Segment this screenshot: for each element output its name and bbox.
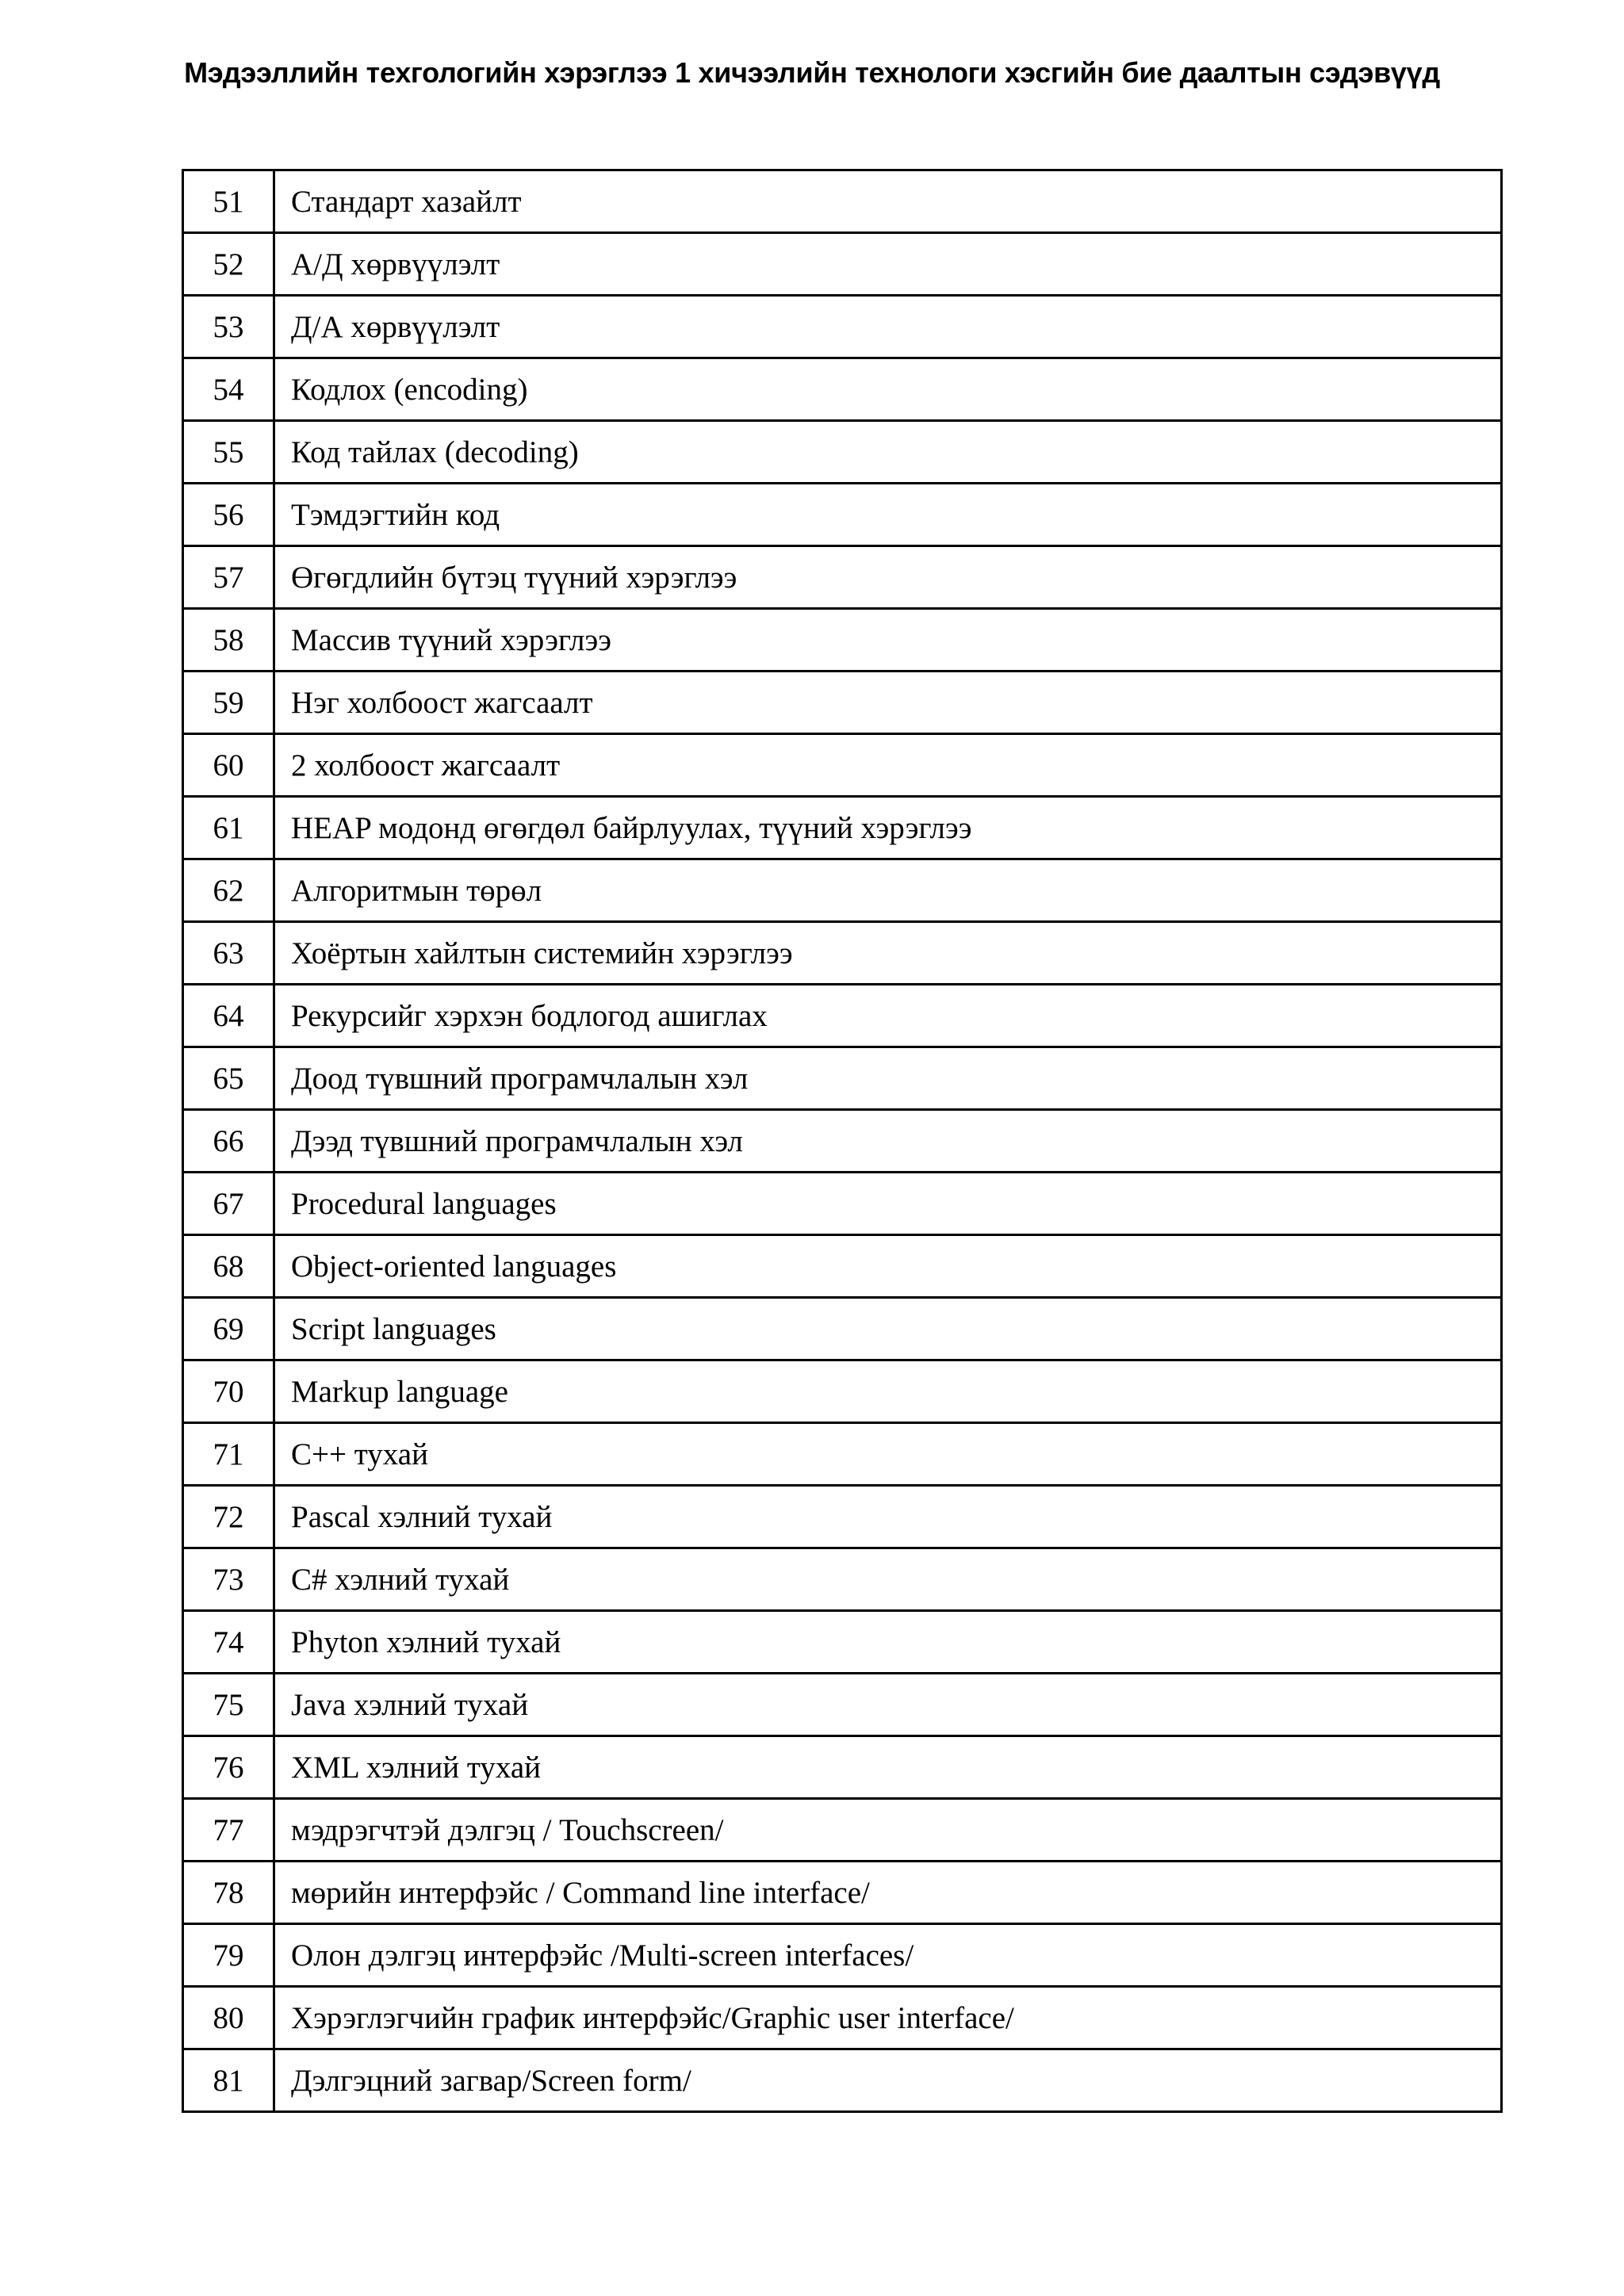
topic-cell: Java хэлний тухай xyxy=(274,1674,1502,1736)
topic-cell: Хоёртын хайлтын системийн хэрэглээ xyxy=(274,922,1502,985)
row-number-cell: 75 xyxy=(183,1674,274,1736)
table-row xyxy=(183,1548,1502,1611)
row-number-cell: 60 xyxy=(183,734,274,797)
topic-cell: C# хэлний тухай xyxy=(274,1548,1502,1611)
topic-cell: Phyton хэлний тухай xyxy=(274,1611,1502,1674)
topic-cell: Дэлгэцний загвар/Screen form/ xyxy=(274,2049,1502,2112)
row-number-cell: 70 xyxy=(183,1360,274,1423)
table-row xyxy=(183,358,1502,421)
row-number-cell: 76 xyxy=(183,1736,274,1799)
table-row xyxy=(183,859,1502,922)
topic-cell: Код тайлах (decoding) xyxy=(274,421,1502,484)
row-number-cell: 54 xyxy=(183,358,274,421)
table-row xyxy=(183,1862,1502,1924)
table-row xyxy=(183,170,1502,233)
row-number-cell: 81 xyxy=(183,2049,274,2112)
row-number-cell: 58 xyxy=(183,609,274,672)
table-row xyxy=(183,1799,1502,1862)
table-row xyxy=(183,421,1502,484)
row-number-cell: 66 xyxy=(183,1110,274,1173)
row-number-cell: 69 xyxy=(183,1298,274,1360)
table-row xyxy=(183,734,1502,797)
row-number-cell: 63 xyxy=(183,922,274,985)
topic-cell: Доод түвшний програмчлалын хэл xyxy=(274,1047,1502,1110)
table-row xyxy=(183,1611,1502,1674)
row-number-cell: 67 xyxy=(183,1173,274,1235)
row-number-cell: 64 xyxy=(183,985,274,1047)
table-row xyxy=(183,296,1502,358)
topic-cell: Markup language xyxy=(274,1360,1502,1423)
topic-cell: Рекурсийг хэрхэн бодлогод ашиглах xyxy=(274,985,1502,1047)
table-row xyxy=(183,1235,1502,1298)
row-number-cell: 59 xyxy=(183,672,274,734)
table-row xyxy=(183,985,1502,1047)
table-row xyxy=(183,922,1502,985)
table-row xyxy=(183,1486,1502,1548)
row-number-cell: 77 xyxy=(183,1799,274,1862)
row-number-cell: 51 xyxy=(183,170,274,233)
row-number-cell: 62 xyxy=(183,859,274,922)
row-number-cell: 65 xyxy=(183,1047,274,1110)
topics-table xyxy=(182,169,1503,2113)
table-row xyxy=(183,672,1502,734)
table-row xyxy=(183,1047,1502,1110)
page-title: Мэдээллийн техгологийн хэрэглээ 1 хичээлийн технологи хэсгийн бие даалтын сэдэвүүд xyxy=(184,56,1440,89)
topic-cell: Нэг холбоост жагсаалт xyxy=(274,672,1502,734)
topic-cell: Массив түүний хэрэглээ xyxy=(274,609,1502,672)
row-number-cell: 73 xyxy=(183,1548,274,1611)
table-row xyxy=(183,233,1502,296)
table-row xyxy=(183,2049,1502,2112)
row-number-cell: 79 xyxy=(183,1924,274,1987)
table-row xyxy=(183,1423,1502,1486)
row-number-cell: 61 xyxy=(183,797,274,859)
row-number-cell: 74 xyxy=(183,1611,274,1674)
topic-cell: 2 холбоост жагсаалт xyxy=(274,734,1502,797)
topic-cell: Дээд түвшний програмчлалын хэл xyxy=(274,1110,1502,1173)
topic-cell: А/Д хөрвүүлэлт xyxy=(274,233,1502,296)
row-number-cell: 53 xyxy=(183,296,274,358)
row-number-cell: 52 xyxy=(183,233,274,296)
topic-cell: Тэмдэгтийн код xyxy=(274,484,1502,546)
row-number-cell: 56 xyxy=(183,484,274,546)
topic-cell: Стандарт хазайлт xyxy=(274,170,1502,233)
topic-cell: мөрийн интерфэйс / Command line interface/ xyxy=(274,1862,1502,1924)
row-number-cell: 71 xyxy=(183,1423,274,1486)
table-row xyxy=(183,484,1502,546)
row-number-cell: 68 xyxy=(183,1235,274,1298)
topic-cell: Олон дэлгэц интерфэйс /Multi-screen interfaces/ xyxy=(274,1924,1502,1987)
topic-cell: HEAP модонд өгөгдөл байрлуулах, түүний хэрэглээ xyxy=(274,797,1502,859)
table-row xyxy=(183,1110,1502,1173)
row-number-cell: 55 xyxy=(183,421,274,484)
row-number-cell: 72 xyxy=(183,1486,274,1548)
row-number-cell: 57 xyxy=(183,546,274,609)
table-row xyxy=(183,1674,1502,1736)
topic-cell: XML хэлний тухай xyxy=(274,1736,1502,1799)
row-number-cell: 78 xyxy=(183,1862,274,1924)
table-row xyxy=(183,546,1502,609)
topic-cell: Script languages xyxy=(274,1298,1502,1360)
table-row xyxy=(183,1360,1502,1423)
topic-cell: мэдрэгчтэй дэлгэц / Touchscreen/ xyxy=(274,1799,1502,1862)
table-row xyxy=(183,1173,1502,1235)
topic-cell: Алгоритмын төрөл xyxy=(274,859,1502,922)
table-row xyxy=(183,1736,1502,1799)
topic-cell: Хэрэглэгчийн график интерфэйс/Graphic user interface/ xyxy=(274,1987,1502,2049)
topic-cell: Procedural languages xyxy=(274,1173,1502,1235)
topic-cell: Д/А хөрвүүлэлт xyxy=(274,296,1502,358)
row-number-cell: 80 xyxy=(183,1987,274,2049)
topic-cell: Object-oriented languages xyxy=(274,1235,1502,1298)
table-row xyxy=(183,1924,1502,1987)
topic-cell: Өгөгдлийн бүтэц түүний хэрэглээ xyxy=(274,546,1502,609)
table-row xyxy=(183,797,1502,859)
table-row xyxy=(183,1987,1502,2049)
topic-cell: C++ тухай xyxy=(274,1423,1502,1486)
topic-cell: Pascal хэлний тухай xyxy=(274,1486,1502,1548)
table-row xyxy=(183,1298,1502,1360)
topic-cell: Кодлох (encoding) xyxy=(274,358,1502,421)
topics-table-body xyxy=(183,170,1502,2112)
table-row xyxy=(183,609,1502,672)
